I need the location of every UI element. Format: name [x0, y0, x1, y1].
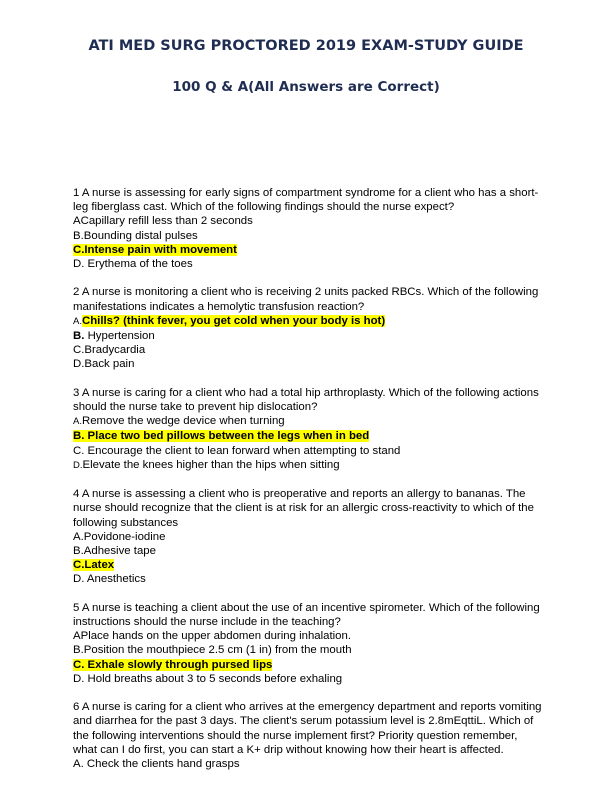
document-subtitle: 100 Q & A(All Answers are Correct)	[172, 79, 440, 95]
question-stem: 6 A nurse is caring for a client who arrives at the emergency department and reports vomiting and diarrhea for the past 3 days. The client's serum potassium level is 2.8mEqttiL. Which of the following interventions should the nurse implement first? Priority question remember, what can I do first, you can start a K+ drip without knowing how their heart is affected.	[73, 701, 542, 756]
option-letter: A.	[73, 416, 82, 428]
option-d: D. Anesthetics	[73, 573, 146, 586]
question-6	[73, 700, 543, 771]
option-text: Remove the wedge device when turning	[81, 415, 285, 428]
option-b: B.Position the mouthpiece 2.5 cm (1 in) from the mouth	[73, 644, 352, 657]
option-c-correct: C.Latex	[73, 559, 115, 572]
option-c-correct: C. Exhale slowly through pursed lips	[73, 658, 273, 671]
question-stem: 2 A nurse is monitoring a client who is receiving 2 units packed RBCs. Which of the following manifestations indicates a hemolytic transfusion reaction?	[73, 286, 539, 313]
option-a	[73, 314, 543, 329]
option-a	[73, 414, 543, 429]
question-4	[73, 487, 543, 586]
option-b: B.Bounding distal pulses	[73, 229, 198, 242]
option-a: APlace hands on the upper abdomen during inhalation.	[73, 630, 352, 643]
option-a: A. Check the clients hand grasps	[73, 758, 240, 771]
question-1	[73, 186, 543, 271]
option-c: C.Bradycardia	[73, 344, 146, 357]
question-stem: 5 A nurse is teaching a client about the use of an incentive spirometer. Which of the following instructions should the nurse include in the teaching?	[73, 601, 540, 629]
option-a-correct: Chills? (think fever, you get cold when your body is hot)	[81, 314, 386, 327]
option-b	[73, 329, 543, 343]
option-d	[73, 458, 543, 473]
question-stem: 1 A nurse is assessing for early signs of compartment syndrome for a client who has a short-leg fiberglass cast. Which of the following findings should the nurse expect?	[73, 187, 539, 214]
option-letter: A.	[73, 315, 82, 327]
question-2	[73, 285, 543, 371]
option-letter: B.	[73, 330, 85, 343]
option-b: B.Adhesive tape	[73, 545, 156, 558]
option-c-correct: C.Intense pain with movement	[73, 243, 237, 256]
option-a: A.Povidone-iodine	[73, 530, 166, 543]
question-list	[73, 186, 543, 785]
question-3	[73, 386, 543, 473]
option-d: D. Hold breaths about 3 to 5 seconds before exhaling	[73, 672, 343, 685]
option-text: Hypertension	[84, 330, 155, 343]
option-d: D. Erythema of the toes	[73, 258, 193, 271]
option-letter: D.	[73, 459, 83, 471]
option-a: ACapillary refill less than 2 seconds	[73, 215, 253, 228]
question-stem: 4 A nurse is assessing a client who is preoperative and reports an allergy to bananas. The nurse should recognize that the client is at risk for an allergic cross-reactivity to which of the following substances	[73, 488, 534, 529]
document-title: ATI MED SURG PROCTORED 2019 EXAM-STUDY GUIDE	[88, 38, 524, 54]
option-c: C. Encourage the client to lean forward when attempting to stand	[73, 444, 401, 457]
option-b-correct: B. Place two bed pillows between the legs when in bed	[73, 430, 370, 443]
question-stem: 3 A nurse is caring for a client who had a total hip arthroplasty. Which of the following actions should the nurse take to prevent hip dislocation?	[73, 386, 539, 414]
question-5	[73, 601, 543, 686]
option-text: Elevate the knees higher than the hips when sitting	[82, 458, 340, 471]
option-d: D.Back pain	[73, 358, 135, 371]
